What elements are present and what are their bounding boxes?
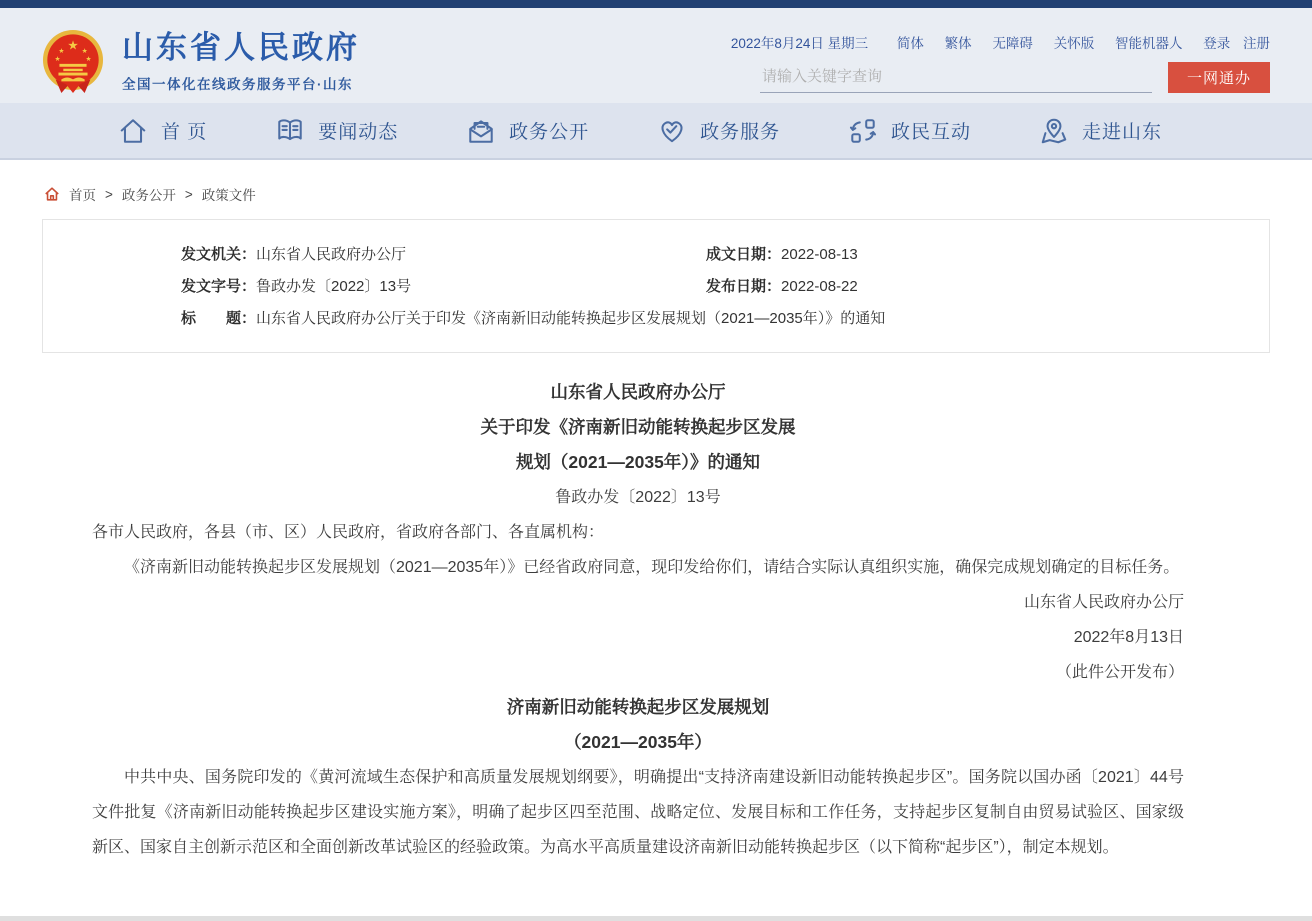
meta-label: 发文字号： [181,278,257,295]
meta-label: 成文日期： [706,246,782,263]
top-navy-strip [0,0,1312,8]
link-login[interactable]: 登录 [1203,36,1231,51]
link-accessibility[interactable]: 无障碍 [992,36,1033,51]
meta-value: 2022-08-22 [781,278,858,295]
interaction-icon [848,116,878,146]
national-emblem-logo [42,29,104,95]
signature-date: 2022年8月13日 [1073,629,1184,646]
meta-written-date [706,239,1269,271]
bottom-edge-strip [0,916,1312,921]
site-header [0,8,1312,103]
meta-issuing-org [43,239,706,271]
nav-item-news[interactable] [275,116,398,146]
meta-label: 标 题： [181,310,257,327]
meta-label: 发布日期： [706,278,782,295]
signature-block [92,585,1184,690]
nav-item-label: 政务公开 [509,122,590,143]
meta-title [43,303,885,335]
breadcrumb-home[interactable]: 首页 [69,188,96,203]
breadcrumb-separator: > [105,186,113,202]
nav-item-services[interactable] [657,116,780,146]
document-body [92,375,1184,865]
doc-title-line-1: 山东省人民政府办公厅 [550,382,726,402]
meta-value: 山东省人民政府办公厅关于印发《济南新旧动能转换起步区发展规划（2021—2035年）》的通知 [256,310,886,327]
link-register[interactable]: 注册 [1243,36,1270,51]
meta-value: 2022-08-13 [781,246,858,263]
meta-row [43,303,1269,335]
site-subtitle: 全国一体化在线政务服务平台·山东 [122,76,353,92]
nav-item-label: 要闻动态 [318,122,399,143]
breadcrumb-gov-info[interactable]: 政务公开 [121,188,176,203]
link-care-version[interactable]: 关怀版 [1053,36,1095,51]
main-nav [0,103,1312,160]
header-right [710,8,1270,103]
breadcrumb [0,160,1312,204]
plan-title-line-2: （2021—2035年） [564,732,712,752]
svg-text:★: ★ [67,37,79,52]
meta-value: 鲁政办发〔2022〕13号 [256,278,412,295]
meta-label: 发文机关： [181,246,257,263]
nav-item-label: 政民互动 [891,122,972,143]
search-input[interactable] [760,64,1152,93]
nav-item-interaction[interactable] [848,116,971,146]
svg-text:★: ★ [58,47,65,55]
breadcrumb-home-icon [44,186,60,202]
doc-number-line: 鲁政办发〔2022〕13号 [555,489,721,506]
heart-icon [657,116,687,146]
signature-org: 山东省人民政府办公厅 [1023,594,1184,611]
link-smart-robot[interactable]: 智能机器人 [1114,36,1183,51]
current-date: 2022年8月24日 星期三 [730,36,869,51]
home-icon [118,116,148,146]
document-meta-box [42,219,1270,353]
main-content [0,160,1312,865]
doc-title-line-2: 关于印发《济南新旧动能转换起步区发展 [480,417,796,437]
svg-text:★: ★ [85,55,92,63]
paragraph: 中共中央、国务院印发的《黄河流域生态保护和高质量发展规划纲要》，明确提出“支持济南建设新旧动能转换起步区”。国务院以国办函〔2021〕44号文件批复《济南新旧动能转换起步区建设实施方案》，明确了起步区四至范围、战略定位、发展目标和工作任务，支持起步区复制自由贸易试验区、国家级新区、国家自主创新示范区和全面创新改革试验区的经验政策。为高水平高质量建设济南新旧动能转换起步区（以下简称“起步区”），制定本规划。 [92,769,1184,856]
meta-publish-date [706,271,1269,303]
nav-item-about[interactable] [1039,116,1162,146]
meta-row [43,239,1269,271]
site-title: 山东省人民政府 [122,30,360,66]
mail-icon [466,116,496,146]
meta-row [43,271,1269,303]
plan-title-line-1: 济南新旧动能转换起步区发展规划 [506,697,770,717]
brand-text [122,30,360,93]
link-traditional[interactable]: 繁体 [944,36,972,51]
nav-item-home[interactable] [118,116,207,146]
brand [42,8,360,103]
search-row [710,62,1270,93]
doc-title-line-3: 规划（2021—2035年）》的通知 [515,452,761,472]
salutation: 各市人民政府，各县（市、区）人民政府，省政府各部门、各直属机构： [92,524,605,541]
breadcrumb-separator: > [184,186,193,202]
portal-button[interactable]: 一网通办 [1168,62,1270,93]
meta-value: 山东省人民政府办公厅 [256,246,407,263]
map-pin-icon [1039,116,1069,146]
svg-text:★: ★ [54,55,61,63]
svg-text:★: ★ [81,47,88,55]
link-simplified[interactable]: 简体 [896,36,924,51]
book-icon [275,116,305,146]
meta-doc-number [43,271,706,303]
publish-note: （此件公开发布） [1055,664,1184,681]
paragraph: 《济南新旧动能转换起步区发展规划（2021—2035年）》已经省政府同意，现印发给你们，请结合实际认真组织实施，确保完成规划确定的目标任务。 [124,559,1180,576]
utility-row [731,32,1270,52]
nav-item-gov-info[interactable] [466,116,589,146]
nav-item-label: 政务服务 [700,122,781,143]
nav-item-label: 走进山东 [1081,122,1162,143]
nav-item-label: 首 页 [161,122,208,143]
breadcrumb-policy-docs[interactable]: 政策文件 [201,188,256,203]
